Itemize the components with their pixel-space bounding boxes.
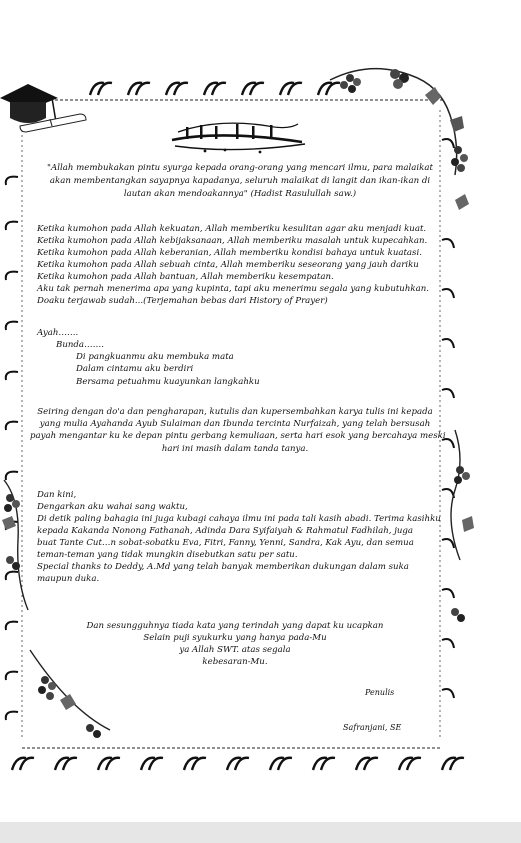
dedication-line-3: payah mengantar ku ke depan pintu gerbang kemuliaan, serta hari esok yang bercahaya meski bbox=[30, 431, 446, 441]
dedication-line-2: yang mulia Ayahanda Ayub Sulaiman dan Ibunda tercinta Nurfaizah, yang telah bersusah bbox=[39, 419, 431, 429]
top-ornaments bbox=[90, 83, 340, 95]
hadith-quote-line-1: "Allah membukakan pintu syurga kepada orang-orang yang mencari ilmu, para malaikat bbox=[47, 163, 433, 173]
thanks-line: Special thanks to Deddy, A.Md yang telah banyak memberikan dukungan dalam suka bbox=[37, 562, 409, 572]
thanks-line: maupun duka. bbox=[37, 574, 100, 584]
hadith-quote-line-2: akan membentangkan sayapnya kapadanya, seluruh malaikat di langit dan ikan-ikan di bbox=[49, 176, 431, 186]
bismillah-calligraphy bbox=[172, 123, 305, 153]
prayer-line: Ketika kumohon pada Allah kebijaksanaan, Allah memberiku masalah untuk kupecahkan. bbox=[37, 236, 428, 246]
prayer-line: Ketika kumohon pada Allah bantuan, Allah memberiku kesempatan. bbox=[37, 272, 334, 282]
bunda-line: Bunda……. bbox=[56, 340, 104, 350]
closing-line-4: kebesaran-Mu. bbox=[202, 657, 268, 667]
signature-name: Safranjani, SE bbox=[343, 723, 402, 732]
poem-line: Dalam cintamu aku berdiri bbox=[76, 364, 194, 374]
thanks-line: teman-teman yang tidak mungkin disebutkan satu per satu. bbox=[37, 550, 298, 560]
prayer-line: Doaku terjawab sudah...(Terjemahan bebas dari History of Prayer) bbox=[37, 296, 328, 306]
signature-role: Penulis bbox=[365, 688, 395, 697]
thanks-line: Dan kini, bbox=[37, 490, 77, 500]
closing-line-2: Selain puji syukurku yang hanya pada-Mu bbox=[143, 633, 327, 643]
left-ornaments bbox=[6, 177, 18, 720]
closing-line-3: ya Allah SWT. atas segala bbox=[179, 645, 291, 655]
dedication-line-1: Seiring dengan do'a dan pengharapan, kutulis dan kupersembahkan karya tulis ini kepada bbox=[37, 407, 433, 417]
poem-line: Bersama petuahmu kuayunkan langkahku bbox=[76, 377, 260, 387]
grape-vine-left bbox=[2, 480, 28, 610]
prayer-line: Aku tak pernah menerima apa yang kupinta, tapi aku menerimu segala yang kubutuhkan. bbox=[37, 284, 429, 294]
thanks-line: Dengarkan aku wahai sang waktu, bbox=[37, 502, 188, 512]
prayer-line: Ketika kumohon pada Allah kekuatan, Allah memberiku kesulitan agar aku menjadi kuat. bbox=[37, 224, 427, 234]
ayah-line: Ayah……. bbox=[37, 328, 79, 338]
grape-vine-right-lower bbox=[451, 430, 474, 622]
dedication-line-4: hari ini masih dalam tanda tanya. bbox=[161, 444, 309, 454]
page-bottom-band bbox=[0, 822, 521, 843]
hadith-quote-line-3: lautan akan mendoakannya" (Hadist Rasulullah saw.) bbox=[123, 189, 357, 199]
prayer-line: Ketika kumohon pada Allah sebuah cinta, Allah memberiku seseorang yang jauh dariku bbox=[37, 260, 419, 270]
bottom-ornaments bbox=[12, 758, 464, 770]
thanks-line: Di detik paling bahagia ini juga kubagi cahaya ilmu ini pada tali kasih abadi. Terima kasihku bbox=[37, 514, 441, 524]
thanks-line: buat Tante Cut…n sobat-sobatku Eva, Fitri, Fanny, Yenni, Sandra, Kak Ayu, dan semua bbox=[37, 538, 414, 548]
prayer-line: Ketika kumohon pada Allah keberanian, Allah memberiku kondisi bahaya untuk kuatasi. bbox=[37, 248, 422, 258]
poem-line: Di pangkuanmu aku membuka mata bbox=[76, 352, 234, 362]
closing-line-1: Dan sesungguhnya tiada kata yang terindah yang dapat ku ucapkan bbox=[86, 621, 384, 631]
thanks-line: kepada Kakanda Nonong Fathanah, Adinda Dara Syifaiyah & Rahmatul Fadhilah, juga bbox=[37, 526, 414, 536]
